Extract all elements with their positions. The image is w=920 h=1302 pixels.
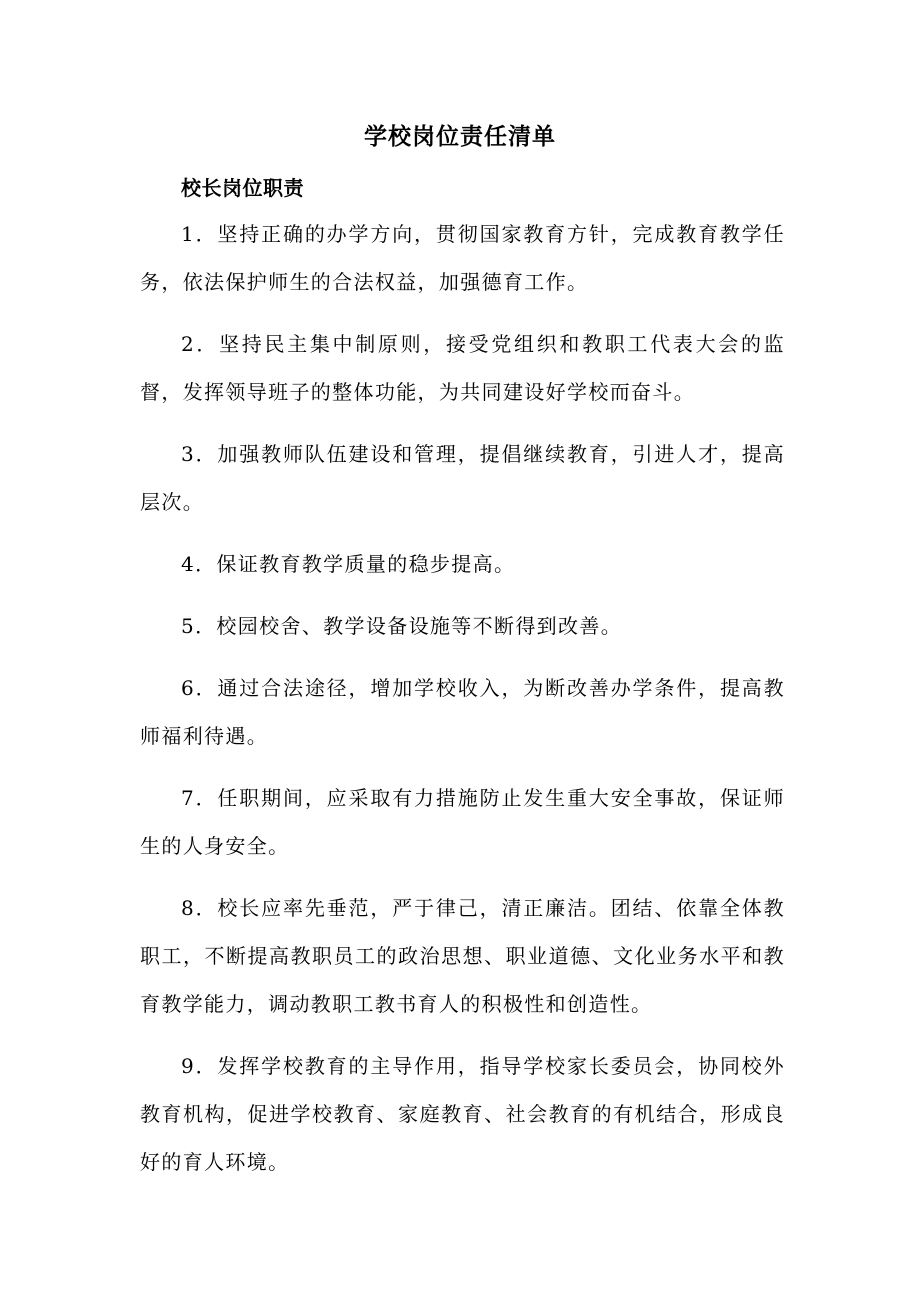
duty-paragraph-4: 4．保证教育教学质量的稳步提高。	[181, 552, 516, 576]
duties-list	[140, 210, 785, 1200]
duty-paragraph-6: 6．通过合法途径，增加学校收入，为断改善办学条件，提高教师福利待遇。	[140, 676, 785, 748]
section-heading-principal-duties: 校长岗位职责	[181, 176, 304, 200]
duty-paragraph-3: 3．加强教师队伍建设和管理，提倡继续教育，引进人才，提高层次。	[140, 442, 785, 514]
duty-paragraph-8: 8．校长应率先垂范，严于律己，清正廉洁。团结、依靠全体教职工，不断提高教职员工的政治思想、职业道德、文化业务水平和教育教学能力，调动教职工教书育人的积极性和创造性。	[140, 896, 785, 1016]
duty-paragraph-7: 7．任职期间，应采取有力措施防止发生重大安全事故，保证师生的人身安全。	[140, 786, 785, 858]
duty-paragraph-5: 5．校园校舍、教学设备设施等不断得到改善。	[181, 614, 623, 638]
document-title: 学校岗位责任清单	[364, 123, 556, 150]
duty-paragraph-9: 9．发挥学校教育的主导作用，指导学校家长委员会，协同校外教育机构，促进学校教育、家庭教育、社会教育的有机结合，形成良好的育人环境。	[140, 1054, 785, 1174]
duty-paragraph-1: 1．坚持正确的办学方向，贯彻国家教育方针，完成教育教学任务，依法保护师生的合法权益，加强德育工作。	[140, 222, 785, 294]
duty-paragraph-2: 2．坚持民主集中制原则，接受党组织和教职工代表大会的监督，发挥领导班子的整体功能，为共同建设好学校而奋斗。	[140, 332, 785, 404]
